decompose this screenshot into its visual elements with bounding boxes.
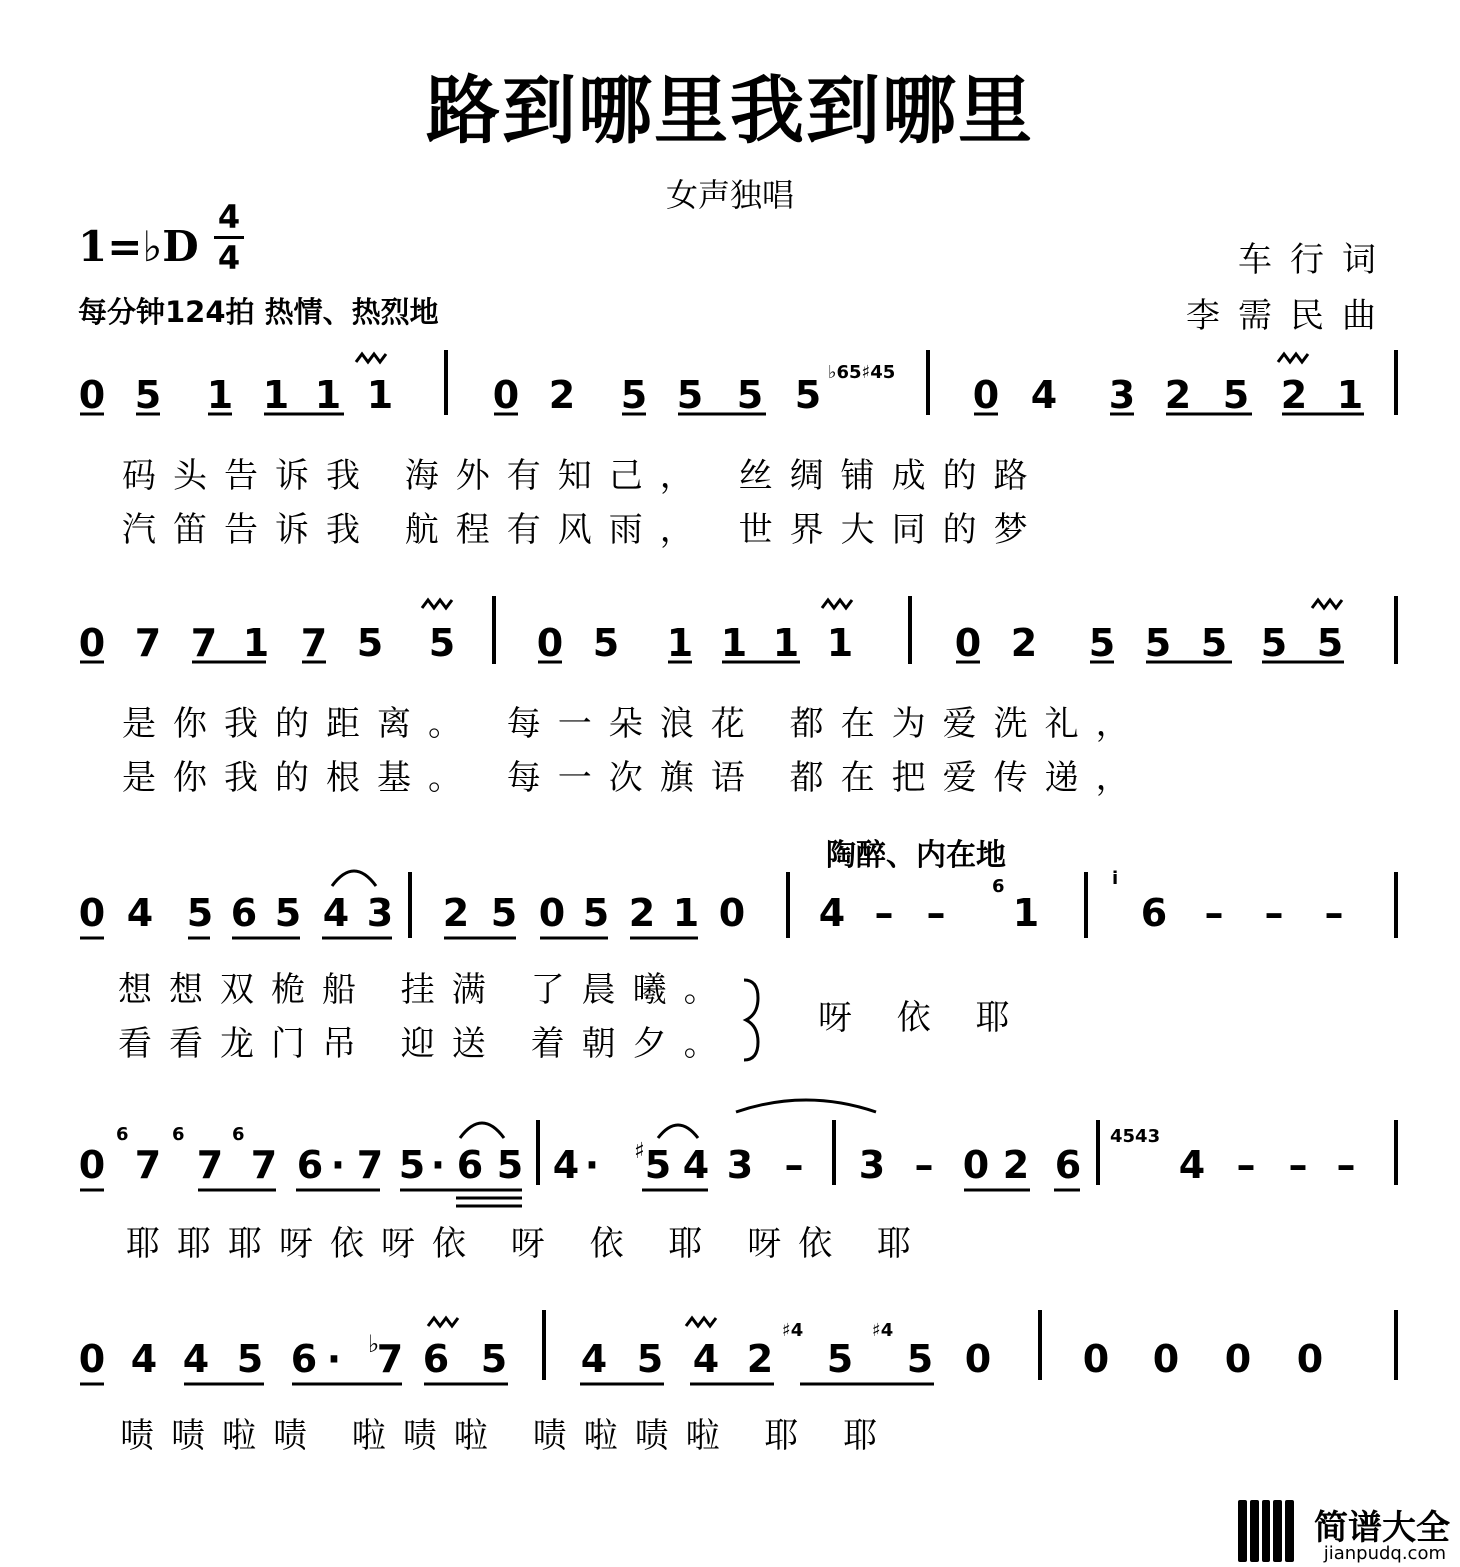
score-note: 1 [262,373,290,417]
score-row-2 [79,621,1343,665]
score-note: 4 [692,1337,720,1381]
grace-note: 4543 [1110,1126,1161,1147]
expression-marking: 陶醉、内在地 [826,838,1006,873]
score-note: 1 [672,891,700,935]
score-note: 2 [746,1337,774,1381]
mordent-icon [428,1318,458,1326]
score-note: 5 [356,621,384,665]
score-note: 4 [130,1337,158,1381]
score-note: 5 [736,373,764,417]
score-note: 5 [480,1337,508,1381]
score-note: 5 [134,373,162,417]
score-note: 4 [552,1143,580,1187]
lyrics-row1-verse2: 汽笛告诉我 航程有风雨， 世界大同的梦 [122,510,1045,550]
score-note: 1 [1336,373,1364,417]
score-note: 7 [196,1143,224,1187]
score-note: 0 [718,891,746,935]
score-note: 0 [78,1143,106,1187]
score-note: 6 [422,1337,450,1381]
score-note: 7 [376,1337,404,1381]
tie-icon [736,1100,876,1112]
score-note: 2 [1010,621,1038,665]
score-note: 4 [682,1143,710,1187]
mordent-icon [356,354,386,362]
score-note: 5 [398,1143,426,1187]
score-note: · [430,1143,446,1187]
grace-note: 6 [232,1124,245,1145]
score-note: 5 [592,621,620,665]
score-note: 1 [1012,891,1040,935]
score-note: 1 [772,621,800,665]
score-note: 1 [666,621,694,665]
score-note: 6 [1140,891,1168,935]
score-note: 0 [954,621,982,665]
score-note: 5 [1144,621,1172,665]
score-note: 4 [182,1337,210,1381]
score-note: 0 [78,891,106,935]
tempo-marking: 每分钟124拍 热情、热烈地 [78,295,439,329]
score-note: 0 [972,373,1000,417]
watermark-name: 简谱大全 [1314,1508,1450,1548]
lyrics-row2-verse2: 是你我的根基。 每一次旗语 都在把爱传递， [122,758,1147,798]
score-note: 0 [964,1337,992,1381]
song-title: 路到哪里我到哪里 [426,68,1034,154]
score-note: · [326,1337,342,1381]
score-note: · [584,1143,600,1187]
score-note: 6 [456,1143,484,1187]
score-note: 0 [1296,1337,1324,1381]
score-note: 6 [296,1143,324,1187]
score-note: 0 [78,1337,106,1381]
score-note: 5 [826,1337,854,1381]
score-note: 1 [366,373,394,417]
score-note: 2 [1164,373,1192,417]
score-note: 5 [496,1143,524,1187]
score-note: 4 [818,891,846,935]
score-note: – [914,1143,934,1187]
brace-icon [744,980,758,1060]
score-note: 2 [628,891,656,935]
score-note: 4 [580,1337,608,1381]
accidental-sharp: ♯ [634,1139,645,1164]
score-note: 1 [720,621,748,665]
lyricist-credit: 车行词 [1238,240,1394,280]
piano-logo-icon [1238,1500,1294,1562]
accidental-flat: ♭ [368,1330,380,1358]
score-note: 3 [858,1143,886,1187]
score-note: 0 [78,373,106,417]
lyrics-row5: 啧啧啦啧 啦啧啦 啧啦啧啦 耶 耶 [120,1416,895,1456]
grace-note: ♯4 [782,1320,804,1341]
lyrics-row2-verse1: 是你我的距离。 每一朵浪花 都在为爱洗礼， [122,704,1147,744]
score-note: 5 [1222,373,1250,417]
score-note: – [1324,891,1344,935]
score-note: – [1288,1143,1308,1187]
score-note: 1 [206,373,234,417]
score-note: 5 [636,1337,664,1381]
score-note: 7 [134,1143,162,1187]
score-note: 7 [190,621,218,665]
score-note: – [874,891,894,935]
score-note: · [330,1143,346,1187]
score-note: 1 [314,373,342,417]
score-note: 2 [548,373,576,417]
score-note: 0 [78,621,106,665]
score-note: 4 [1030,373,1058,417]
score-note: 7 [250,1143,278,1187]
score-note: 0 [538,891,566,935]
mordent-icon [422,600,452,608]
time-signature-bottom: 4 [217,239,241,277]
score-note: 0 [1082,1337,1110,1381]
score-note: 5 [1260,621,1288,665]
score-note: 0 [1224,1337,1252,1381]
score-note: 5 [582,891,610,935]
score-note: 5 [428,621,456,665]
mordent-icon [822,600,852,608]
score-note: 0 [492,373,520,417]
slur-icon [460,1123,504,1138]
grace-note: 6 [116,1124,129,1145]
score-note: 0 [962,1143,990,1187]
score-note: – [784,1143,804,1187]
score-note: 5 [644,1143,672,1187]
score-note: 5 [490,891,518,935]
score-note: 7 [300,621,328,665]
score-note: 7 [134,621,162,665]
score-note: 3 [726,1143,754,1187]
score-note: – [1236,1143,1256,1187]
score-note: 4 [1178,1143,1206,1187]
score-note: – [1264,891,1284,935]
slur-icon [332,871,376,886]
lyrics-row3-verse1: 想想双桅船 挂满 了晨曦。 [118,970,735,1010]
score-note: 4 [126,891,154,935]
score-note: 1 [826,621,854,665]
score-note: 6 [290,1337,318,1381]
score-note: – [1204,891,1224,935]
score-note: 3 [1108,373,1136,417]
mordent-icon [1278,354,1308,362]
mordent-icon [1312,600,1342,608]
lyrics-row3-refrain: 呀 依 耶 [818,998,1027,1038]
score-row-3 [79,891,1344,935]
score-row-1 [79,373,1363,417]
time-signature-top: 4 [217,198,241,236]
grace-note: ♭65♯45 [828,362,896,383]
score-note: 5 [906,1337,934,1381]
score-note: 5 [186,891,214,935]
score-note: 5 [1088,621,1116,665]
score-note: 2 [1280,373,1308,417]
score-note: 5 [620,373,648,417]
song-subtitle: 女声独唱 [665,176,794,214]
score-note: 5 [794,373,822,417]
score-note: 7 [356,1143,384,1187]
score-note: 6 [230,891,258,935]
score-note: 0 [536,621,564,665]
score-note: 1 [242,621,270,665]
score-note: 4 [322,891,350,935]
score-note: 2 [442,891,470,935]
score-note: 2 [1002,1143,1030,1187]
score-row-5 [79,1337,1323,1381]
lyrics-row1-verse1: 码头告诉我 海外有知己， 丝绸铺成的路 [122,456,1045,496]
score-note: 5 [274,891,302,935]
lyrics-row3-verse2: 看看龙门吊 迎送 着朝夕。 [118,1024,735,1064]
score-note: 3 [366,891,394,935]
watermark-url: jianpudq.com [1323,1543,1446,1564]
grace-note: i [1112,868,1119,889]
score-note: – [926,891,946,935]
score-note: 5 [676,373,704,417]
key-label: 1=♭D [78,222,199,271]
score-row-4 [79,1143,1356,1187]
score-note: 6 [1054,1143,1082,1187]
score-note: 0 [1152,1337,1180,1381]
composer-credit: 李需民曲 [1186,296,1394,336]
score-note: 5 [1316,621,1344,665]
slur-icon [658,1125,698,1138]
score-note: – [1336,1143,1356,1187]
grace-note: 6 [172,1124,185,1145]
score-note: 5 [1200,621,1228,665]
grace-note: ♯4 [872,1320,894,1341]
grace-note: 6 [992,876,1005,897]
lyrics-row4: 耶耶耶呀依呀依 呀 依 耶 呀依 耶 [126,1224,929,1264]
score-note: 5 [236,1337,264,1381]
mordent-icon [686,1318,716,1326]
